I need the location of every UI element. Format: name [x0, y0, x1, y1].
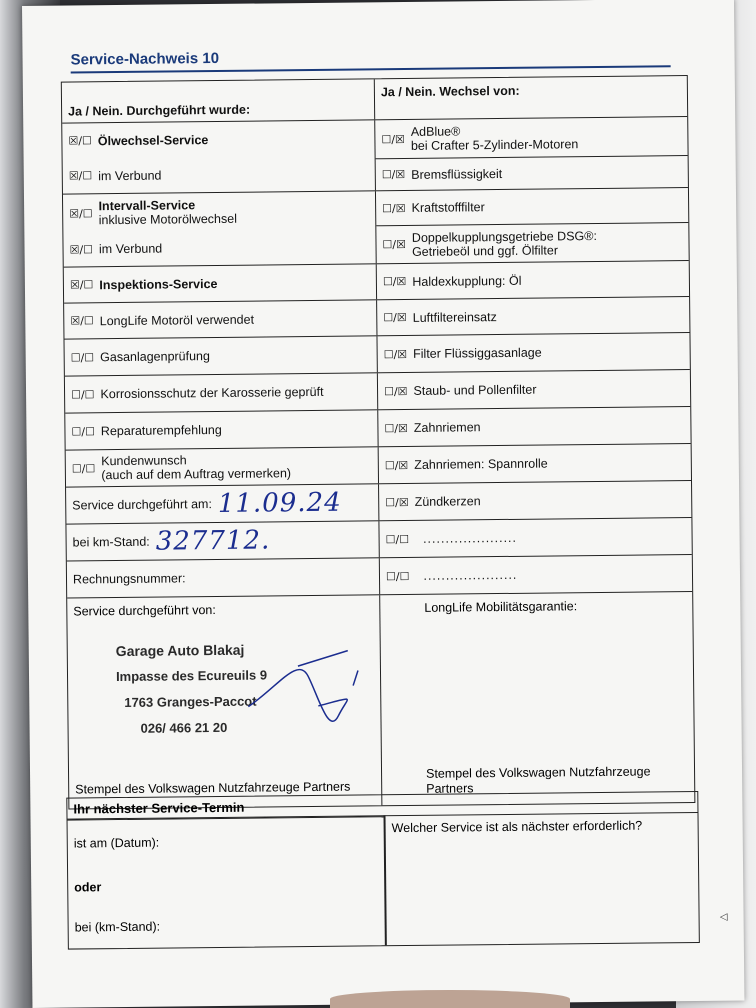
- table-row: [62, 117, 688, 195]
- km-label: bei km-Stand:: [72, 534, 150, 550]
- checkbox-pair[interactable]: ☐/☒: [384, 421, 408, 435]
- table-row: ☒/☐ Inspektions-Service ☐/☒ Haldexkupplung: Öl: [64, 261, 689, 304]
- checkbox-pair[interactable]: ☒/☐: [69, 242, 94, 257]
- checkbox-pair[interactable]: ☐/☒: [382, 201, 406, 215]
- list-item: ☒/☐ Intervall-Service inklusive Motorölwechsel: [69, 198, 238, 228]
- checkbox-pair[interactable]: ☐/☐: [385, 532, 410, 546]
- partner-stamp: Garage Auto Blakaj Impasse des Ecureuils 9 1763 Granges-Paccot 026/ 466 21 20: [115, 641, 268, 736]
- list-item: ☐/☒ Bremsflüssigkeit: [376, 155, 688, 190]
- service-date-label: Service durchgeführt am:: [72, 497, 212, 513]
- checkbox-pair[interactable]: ☐/☒: [381, 167, 406, 182]
- table-row: ☐/☐ Korrosionsschutz der Karosserie geprüft ☐/☒ Staub- und Pollenfilter: [65, 370, 690, 414]
- checkbox-pair[interactable]: ☐/☒: [382, 237, 407, 252]
- list-item: ☐/☒ Doppelkupplungsgetriebe DSG®: Getriebeöl und ggf. Ölfilter: [376, 222, 688, 263]
- header-left: Ja / Nein. Durchgeführt wurde:: [62, 79, 375, 122]
- next-service-table: [66, 791, 700, 950]
- checkbox-pair[interactable]: ☐/☒: [383, 384, 408, 398]
- table-row: [63, 188, 689, 268]
- checkbox-pair[interactable]: ☐/☒: [382, 274, 407, 289]
- triangle-icon: ◁: [719, 911, 728, 923]
- stamp-caption-right: Stempel des Volkswagen Nutzfahrzeuge Partners: [425, 764, 651, 796]
- service-by-label: Service durchgeführt von:: [73, 603, 216, 619]
- checkbox-pair[interactable]: ☐/☒: [381, 132, 405, 146]
- checkbox-pair[interactable]: ☒/☐: [68, 169, 93, 183]
- checkbox-pair[interactable]: ☐/☐: [385, 569, 410, 583]
- service-table: [61, 75, 696, 810]
- checkbox-pair[interactable]: ☐/☒: [384, 458, 409, 472]
- table-row: ☐/☐ Kundenwunsch (auch auf dem Auftrag vermerken) ☐/☒ Zahnriemen: Spannrolle: [66, 444, 691, 488]
- header-right: Ja / Nein. Wechsel von:: [380, 83, 520, 100]
- list-item: ☒/☐ im Verbund: [69, 241, 163, 257]
- stamp-row: [67, 592, 694, 809]
- checkbox-pair[interactable]: ☒/☐: [69, 206, 93, 221]
- checkbox-pair[interactable]: ☒/☐: [68, 134, 92, 148]
- table-row: Service durchgeführt am: 11.09.24 ☐/☒ Zündkerzen: [66, 481, 691, 525]
- checkbox-pair[interactable]: ☐/☒: [383, 310, 407, 325]
- table-row: bei km-Stand: 327712. ☐/☐ .....................: [66, 518, 691, 562]
- checkbox-pair[interactable]: ☐/☐: [71, 387, 95, 402]
- page-title: Service-Nachweis 10: [70, 49, 220, 69]
- list-item: ☐/☒ AdBlue® bei Crafter 5-Zylinder-Motoren: [381, 124, 579, 153]
- list-item: ☒/☐ Ölwechsel-Service: [68, 132, 209, 148]
- stamp-caption-left: Stempel des Volkswagen Nutzfahrzeuge Partners: [75, 779, 351, 797]
- next-date-label: ist am (Datum):: [73, 835, 160, 851]
- checkbox-pair[interactable]: ☐/☒: [385, 495, 409, 509]
- document-page: [22, 0, 744, 1008]
- checkbox-pair[interactable]: ☐/☒: [383, 347, 408, 361]
- next-service-question: Welcher Service ist als nächster erforderlich?: [391, 818, 643, 836]
- table-header-row: [62, 76, 687, 124]
- next-service-header: Ihr nächster Service-Termin: [67, 795, 383, 820]
- checkbox-pair[interactable]: ☐/☐: [70, 350, 95, 365]
- checkbox-pair[interactable]: ☒/☐: [69, 278, 94, 292]
- checkbox-pair[interactable]: ☐/☐: [71, 461, 96, 476]
- table-row: Rechnungsnummer: ☐/☐ .....................: [67, 555, 692, 599]
- signature-icon: [238, 645, 369, 746]
- finger-shadow: [330, 990, 570, 1008]
- invoice-label: Rechnungsnummer:: [72, 571, 186, 587]
- next-km-label: bei (km-Stand):: [74, 919, 161, 935]
- table-row: ☐/☐ Gasanlagenprüfung ☐/☒ Filter Flüssiggasanlage: [64, 333, 689, 377]
- list-item: ☒/☐ im Verbund: [68, 168, 162, 183]
- table-row: ☐/☐ Reparaturempfehlung ☐/☒ Zahnriemen: [65, 407, 690, 451]
- mobility-label: LongLife Mobilitätsgarantie:: [424, 599, 578, 615]
- list-item: ☐/☒ Kraftstofffilter: [382, 200, 485, 215]
- next-or-label: oder: [74, 880, 102, 895]
- checkbox-pair[interactable]: ☒/☐: [70, 314, 94, 328]
- table-row: ☒/☐ LongLife Motoröl verwendet ☐/☒ Luftfiltereinsatz: [64, 297, 689, 340]
- service-date-value[interactable]: 11.09.24: [217, 487, 342, 519]
- km-value[interactable]: 327712.: [155, 525, 271, 557]
- checkbox-pair[interactable]: ☐/☐: [71, 424, 95, 439]
